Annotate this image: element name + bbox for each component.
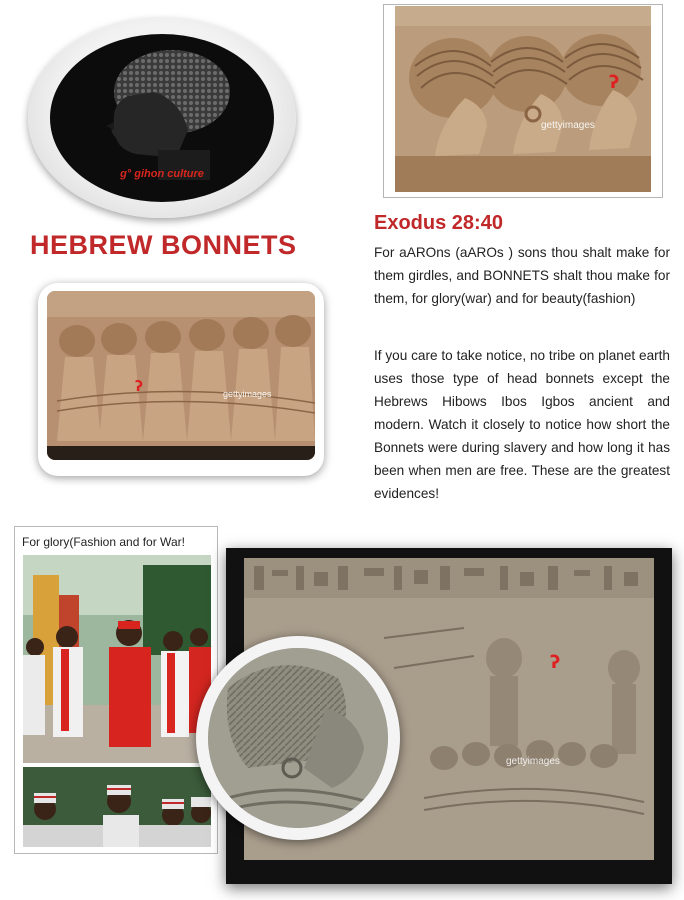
page-title: HEBREW BONNETS <box>30 230 297 260</box>
collage-label: For glory(Fashion and for War! <box>22 535 185 549</box>
captives-relief-image <box>47 291 315 460</box>
medallion-image <box>50 34 274 202</box>
relief-photo-top <box>383 4 663 198</box>
svg-text:ʔ: ʔ <box>135 379 144 395</box>
medallion-frame <box>28 18 296 218</box>
braided-head-closeup <box>208 648 388 828</box>
medallion-caption: g° gihon culture <box>120 168 204 180</box>
photo-caption-bar <box>47 446 315 460</box>
relief-heads-image <box>395 6 651 192</box>
men-in-red-photo <box>23 555 211 763</box>
watermark-text: gettyimages <box>541 120 595 131</box>
commentary-paragraph: If you care to take notice, no tribe on planet earth uses those type of head bonnets except the Hebrews Hibows Ibos Igbos ancient and modern. Watch it closely to notice how short the Bonnets were during slavery and how long it has been when men are free. These are the greatest evidences! <box>374 348 670 501</box>
svg-text:gettyimages: gettyimages <box>506 756 560 767</box>
svg-text:gettyimages: gettyimages <box>223 389 272 399</box>
svg-text:ʔ: ʔ <box>609 72 620 93</box>
group-caps-photo <box>23 767 211 847</box>
svg-text:ʔ: ʔ <box>550 652 561 673</box>
section-heading: Exodus 28:40 <box>374 212 503 234</box>
collage-frame <box>14 526 218 854</box>
circular-inset-frame <box>196 636 400 840</box>
relief-photo-middle <box>38 283 324 476</box>
scripture-paragraph: For aAROns (aAROs ) sons thou shalt make for them girdles, and BONNETS shalt thou make for them, for glory(war) and for beauty(fashion) <box>374 245 670 306</box>
